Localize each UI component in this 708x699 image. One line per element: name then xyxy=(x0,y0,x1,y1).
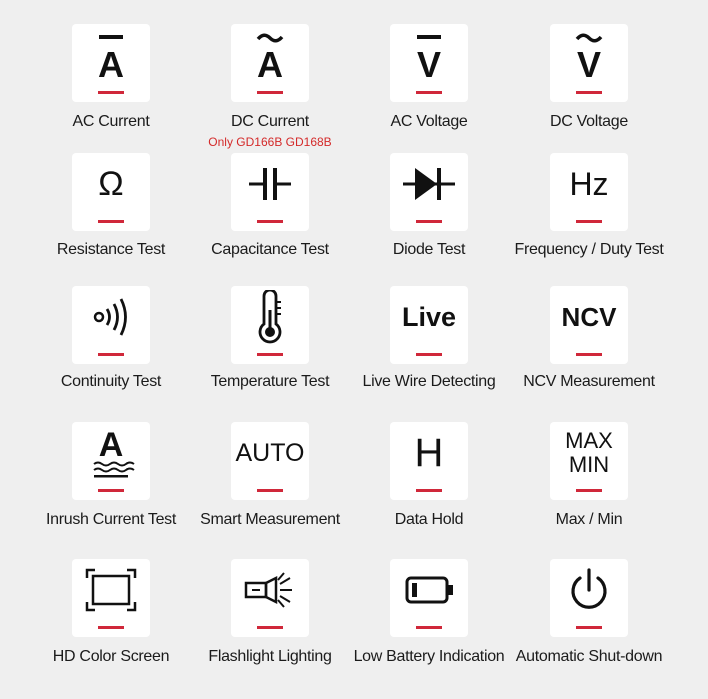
power-icon xyxy=(550,559,628,621)
auto-icon xyxy=(231,422,309,484)
ac-voltage-glyph: V xyxy=(416,44,442,83)
continuity-sound-icon xyxy=(72,286,150,348)
feature-tile xyxy=(550,24,628,102)
min-text: MIN xyxy=(568,452,610,477)
max-min-icon xyxy=(550,422,628,484)
feature-tile xyxy=(231,422,309,500)
feature-label: Inrush Current Test xyxy=(45,511,177,528)
feature-label: HD Color Screen xyxy=(52,648,170,665)
model-note: Only GD166B GD168B xyxy=(208,135,332,149)
feature-label: NCV Measurement xyxy=(523,373,655,390)
dc-voltage-glyph: V xyxy=(576,44,602,83)
feature-label: Low Battery Indication xyxy=(353,648,505,665)
feature-tile xyxy=(390,153,468,231)
ohm-glyph: Ω xyxy=(98,165,124,203)
accent-bar xyxy=(416,220,442,223)
feature-tile xyxy=(231,24,309,102)
accent-bar xyxy=(98,220,124,223)
feature-label: Frequency / Duty Test xyxy=(514,241,664,258)
dc-current-icon xyxy=(231,24,309,86)
feature-label: Flashlight Lighting xyxy=(208,648,332,665)
dc-voltage-icon xyxy=(550,24,628,86)
feature-tile xyxy=(72,24,150,102)
feature-tile xyxy=(550,422,628,500)
accent-bar xyxy=(98,91,124,94)
feature-tile xyxy=(72,286,150,364)
feature-tile xyxy=(72,422,150,500)
accent-bar xyxy=(576,91,602,94)
battery-icon xyxy=(390,559,468,621)
accent-bar xyxy=(257,220,283,223)
feature-tile xyxy=(390,24,468,102)
feature-label: Automatic Shut-down xyxy=(515,648,663,665)
accent-bar xyxy=(257,353,283,356)
accent-bar xyxy=(576,353,602,356)
hz-glyph: Hz xyxy=(569,166,609,202)
feature-label: Temperature Test xyxy=(210,373,330,390)
ncv-icon xyxy=(550,286,628,348)
accent-bar xyxy=(576,626,602,629)
feature-label: DC Current xyxy=(231,113,309,130)
feature-tile xyxy=(231,559,309,637)
feature-label: AC Current xyxy=(72,113,150,130)
diode-icon xyxy=(390,153,468,215)
feature-label: Data Hold xyxy=(394,511,464,528)
ac-voltage-icon xyxy=(390,24,468,86)
feature-label: Live Wire Detecting xyxy=(362,373,496,390)
max-min-glyph xyxy=(565,429,613,477)
accent-bar xyxy=(416,489,442,492)
accent-bar xyxy=(257,489,283,492)
hz-icon xyxy=(550,153,628,215)
feature-label: Resistance Test xyxy=(56,241,166,258)
ncv-glyph: NCV xyxy=(561,302,617,332)
accent-bar xyxy=(576,489,602,492)
feature-tile xyxy=(390,559,468,637)
ac-current-glyph: A xyxy=(98,44,124,83)
feature-label: Smart Measurement xyxy=(200,511,340,528)
accent-bar xyxy=(98,353,124,356)
accent-bar xyxy=(98,489,124,492)
auto-glyph: AUTO xyxy=(235,438,305,467)
accent-bar xyxy=(416,353,442,356)
ohm-icon xyxy=(72,153,150,215)
feature-label: Max / Min xyxy=(555,511,623,528)
feature-label: AC Voltage xyxy=(390,113,468,130)
screen-icon xyxy=(72,559,150,621)
feature-tile xyxy=(550,286,628,364)
feature-tile xyxy=(550,153,628,231)
feature-tile xyxy=(390,286,468,364)
feature-label: Continuity Test xyxy=(60,373,162,390)
ac-current-icon xyxy=(72,24,150,86)
feature-tile xyxy=(231,286,309,364)
feature-tile xyxy=(231,153,309,231)
max-text: MAX xyxy=(565,428,613,453)
capacitor-icon xyxy=(231,153,309,215)
accent-bar xyxy=(416,626,442,629)
thermometer-icon xyxy=(231,286,309,348)
feature-tile xyxy=(390,422,468,500)
accent-bar xyxy=(257,91,283,94)
feature-label: Diode Test xyxy=(392,241,466,258)
accent-bar xyxy=(98,626,124,629)
feature-tile xyxy=(72,559,150,637)
inrush-current-icon xyxy=(72,422,150,484)
feature-tile xyxy=(550,559,628,637)
live-glyph: Live xyxy=(401,301,457,332)
hold-glyph: H xyxy=(414,431,444,475)
flashlight-icon xyxy=(231,559,309,621)
accent-bar xyxy=(576,220,602,223)
feature-label: DC Voltage xyxy=(550,113,628,130)
dc-current-glyph: A xyxy=(257,44,283,83)
accent-bar xyxy=(257,626,283,629)
accent-bar xyxy=(416,91,442,94)
inrush-glyph: A xyxy=(98,426,124,464)
hold-icon xyxy=(390,422,468,484)
feature-tile xyxy=(72,153,150,231)
feature-label: Capacitance Test xyxy=(211,241,329,258)
live-icon xyxy=(390,286,468,348)
